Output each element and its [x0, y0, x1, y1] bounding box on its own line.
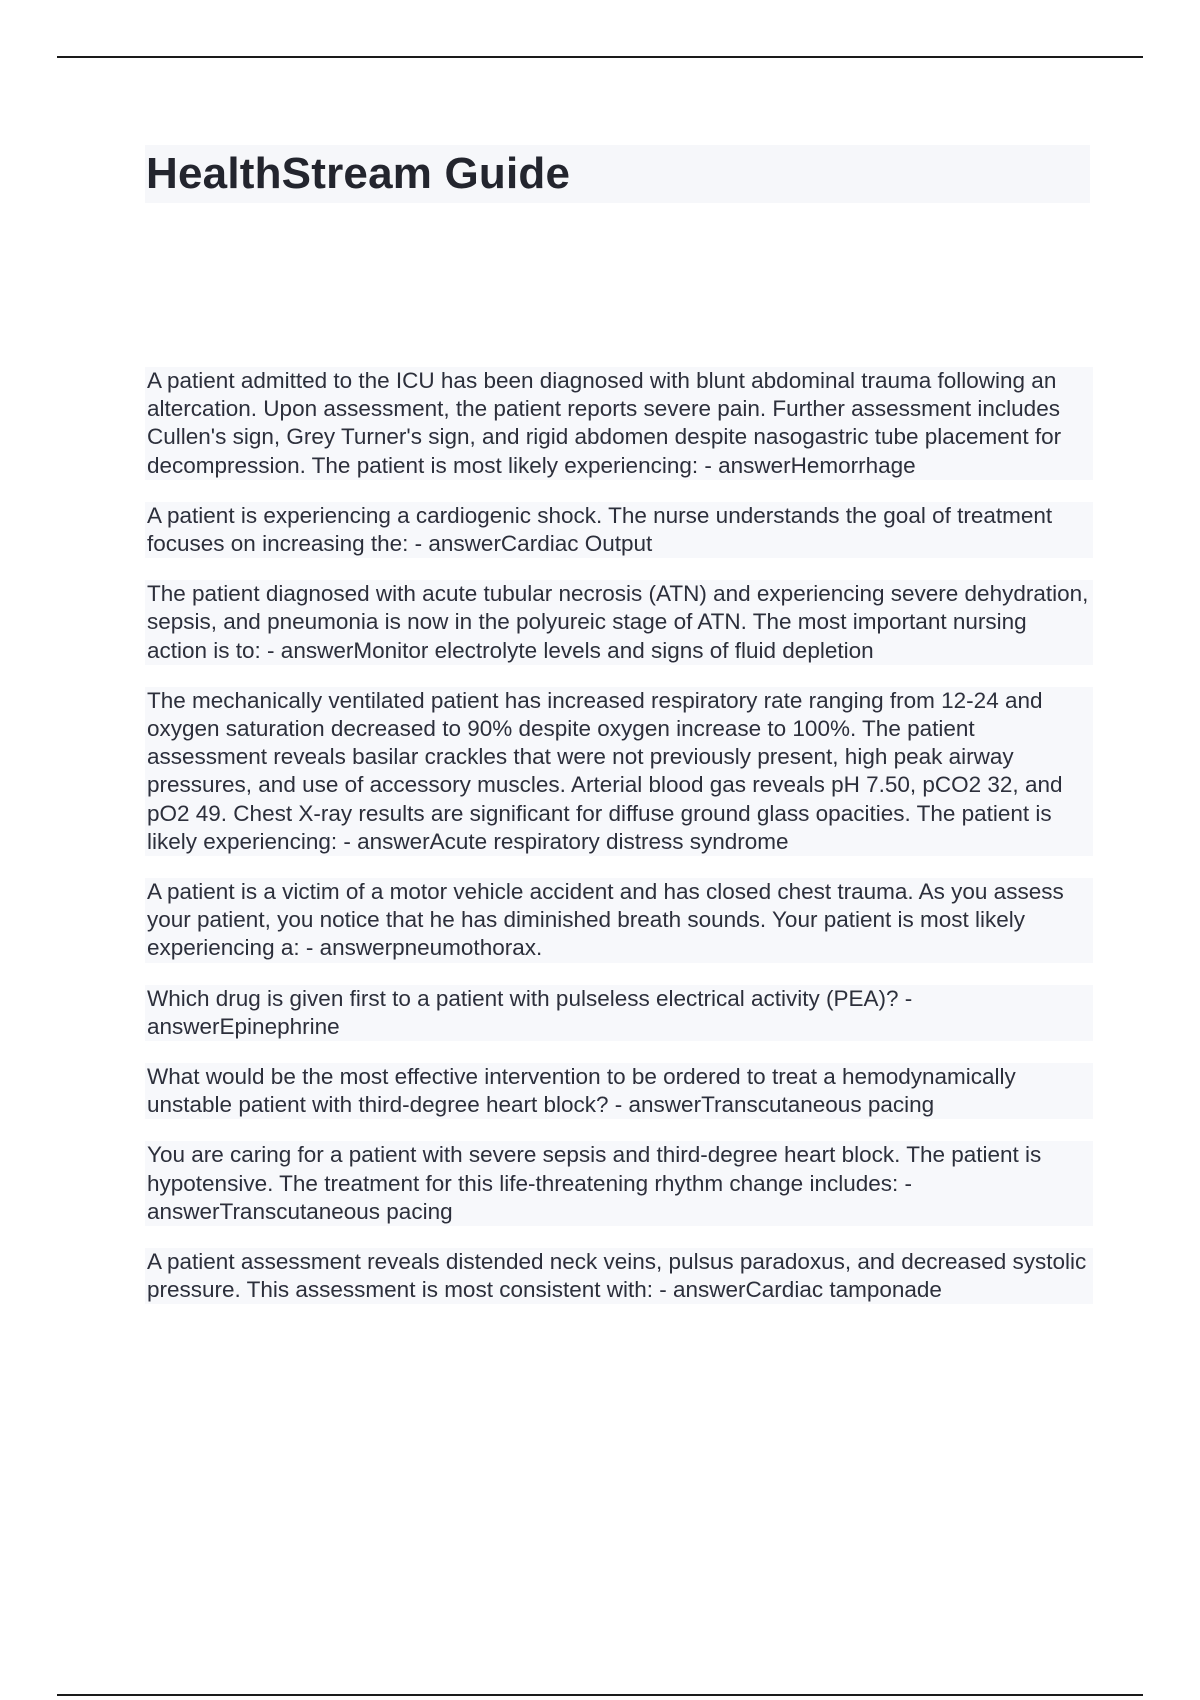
qa-item-4: The mechanically ventilated patient has increased respiratory rate ranging from 12-24 and oxygen saturation decreased to 90% despite oxygen increase to 100%. The patient assessment reveals basilar crackles that were not previously present, high peak airway pressures, and use of accessory muscles. Arterial blood gas reveals pH 7.50, pCO2 32, and pO2 49. Chest X-ray results are significant for diffuse ground glass opacities. The patient is likely experiencing: - answerAcute respiratory distress syndrome: [145, 687, 1093, 856]
qa-item-7: What would be the most effective intervention to be ordered to treat a hemodynamically unstable patient with third-degree heart block? - answerTranscutaneous pacing: [145, 1063, 1093, 1119]
qa-item-5: A patient is a victim of a motor vehicle accident and has closed chest trauma. As you assess your patient, you notice that he has diminished breath sounds. Your patient is most likely experiencing a: - answerpneumothorax.: [145, 878, 1093, 963]
page-title: HealthStream Guide: [146, 149, 571, 198]
top-divider: [57, 56, 1143, 58]
qa-list: [145, 367, 1093, 1326]
qa-item-6: Which drug is given first to a patient with pulseless electrical activity (PEA)? - answerEpinephrine: [145, 985, 1093, 1041]
qa-item-9: A patient assessment reveals distended neck veins, pulsus paradoxus, and decreased systolic pressure. This assessment is most consistent with: - answerCardiac tamponade: [145, 1248, 1093, 1304]
qa-item-2: A patient is experiencing a cardiogenic shock. The nurse understands the goal of treatment focuses on increasing the: - answerCardiac Output: [145, 502, 1093, 558]
bottom-divider: [57, 1694, 1143, 1696]
qa-item-1: A patient admitted to the ICU has been diagnosed with blunt abdominal trauma following an altercation. Upon assessment, the patient reports severe pain. Further assessment includes Cullen's sign, Grey Turner's sign, and rigid abdomen despite nasogastric tube placement for decompression. The patient is most likely experiencing: - answerHemorrhage: [145, 367, 1093, 480]
qa-item-8: You are caring for a patient with severe sepsis and third-degree heart block. The patient is hypotensive. The treatment for this life-threatening rhythm change includes: - answerTranscutaneous pacing: [145, 1141, 1093, 1226]
qa-item-3: The patient diagnosed with acute tubular necrosis (ATN) and experiencing severe dehydration, sepsis, and pneumonia is now in the polyureic stage of ATN. The most important nursing action is to: - answerMonitor electrolyte levels and signs of fluid depletion: [145, 580, 1093, 665]
